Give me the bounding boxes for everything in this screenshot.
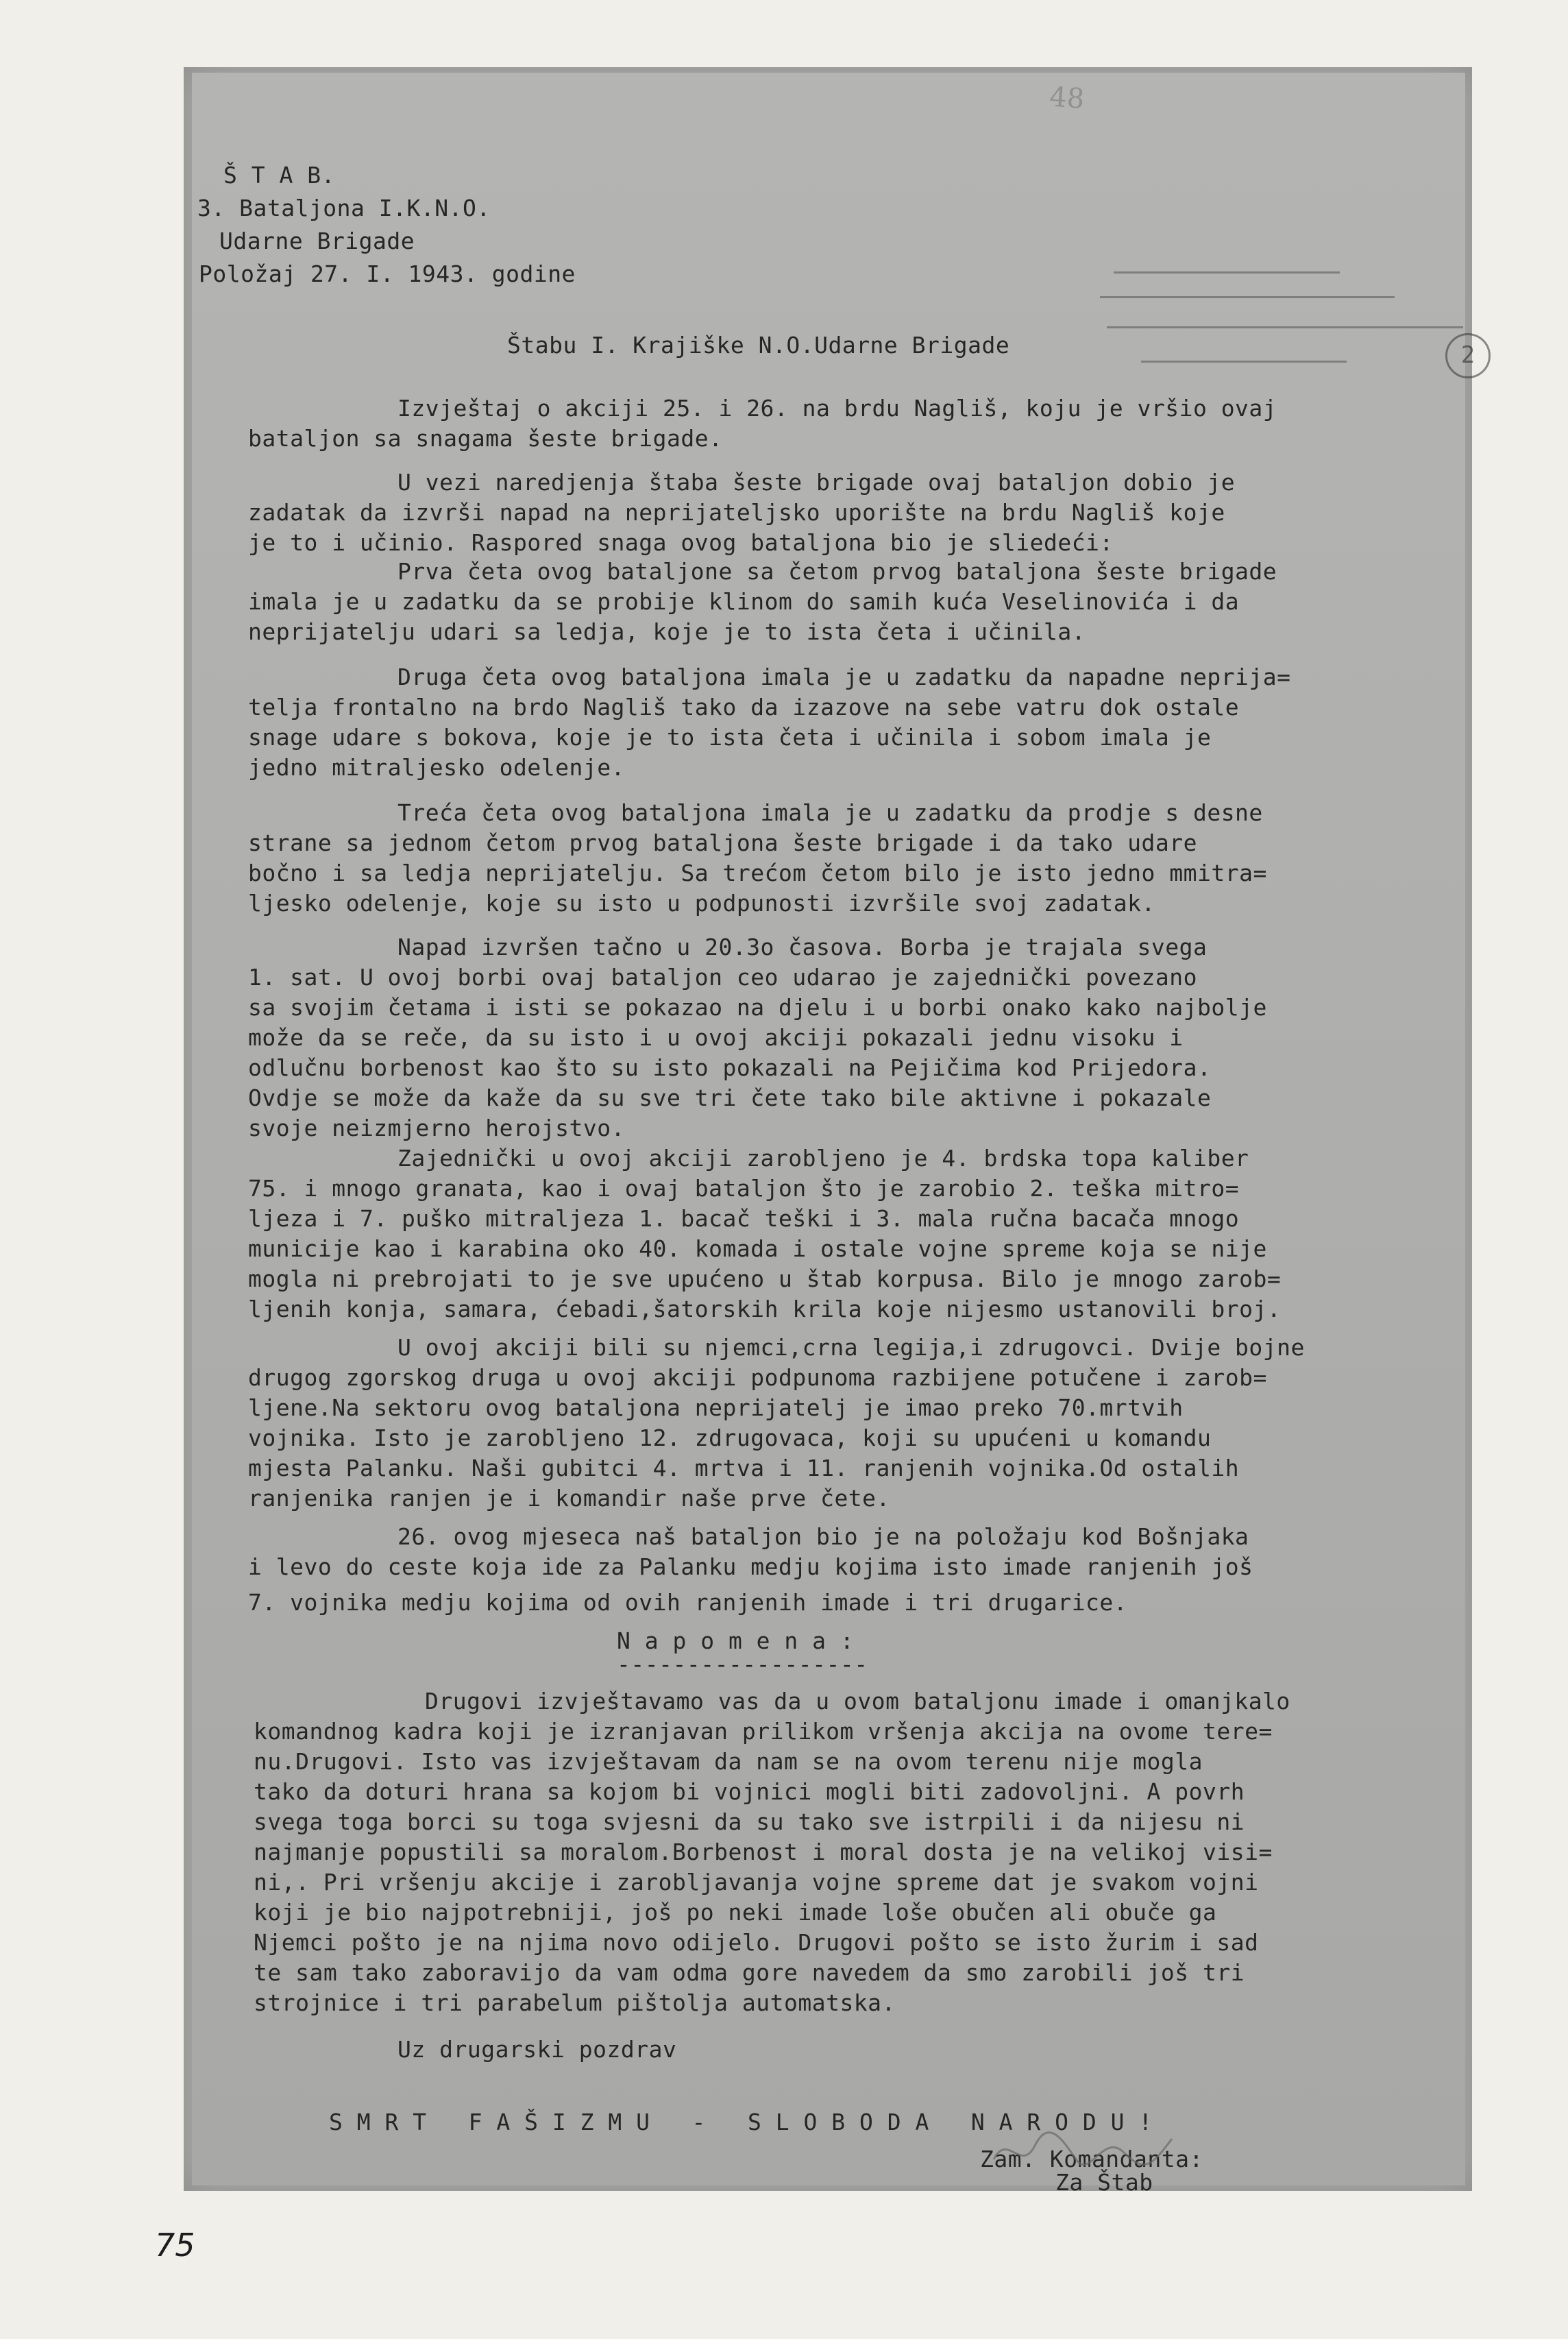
body-line: bataljon sa snagama šeste brigade.	[248, 425, 723, 452]
stamp-number: 2	[1445, 333, 1491, 378]
pencil-annotation: 48	[1048, 81, 1086, 115]
body-line: telja frontalno na brdo Nagliš tako da izazove na sebe vatru dok ostale	[248, 694, 1240, 720]
body-line: ljenih konja, samara, ćebadi,šatorskih krila koje nijesmo ustanovili broj.	[248, 1296, 1282, 1322]
note-line: svega toga borci su toga svjesni da su tako sve istrpili i da nijesu ni	[254, 1808, 1245, 1835]
body-line: neprijatelju udari sa ledja, koje je to ista četa i učinila.	[248, 618, 1086, 645]
greeting: Uz drugarski pozdrav	[397, 2036, 677, 2063]
body-line: 26. ovog mjeseca naš bataljon bio je na položaju kod Bošnjaka	[397, 1523, 1249, 1550]
body-line: svoje neizmjerno herojstvo.	[248, 1115, 625, 1141]
body-line: Izvještaj o akciji 25. i 26. na brdu Nagliš, koju je vršio ovaj	[397, 395, 1277, 422]
body-line: Ovdje se može da kaže da su sve tri čete tako bile aktivne i pokazale	[248, 1084, 1212, 1111]
body-line: mjesta Palanku. Naši gubitci 4. mrtva i 11. ranjenih vojnika.Od ostalih	[248, 1455, 1240, 1481]
slogan: S M R T F A Š I Z M U - S L O B O D A N A R O D U !	[329, 2109, 1153, 2135]
note-line: strojnice i tri parabelum pištolja automatska.	[254, 1989, 896, 2016]
body-line: ljeza i 7. puško mitraljeza 1. bacač teški i 3. mala ručna bacača mnogo	[248, 1205, 1240, 1232]
note-underline: ------------------	[617, 1651, 868, 1677]
body-line: 75. i mnogo granata, kao i ovaj bataljon što je zarobio 2. teška mitro=	[248, 1175, 1240, 1202]
body-line: Zajednički u ovoj akciji zarobljeno je 4. brdska topa kaliber	[397, 1145, 1249, 1172]
note-line: koji je bio najpotrebniji, još po neki imade loše obučen ali obuče ga	[254, 1899, 1217, 1926]
header-line: Š T A B.	[223, 162, 335, 189]
body-line: Napad izvršen tačno u 20.3o časova. Borba je trajala svega	[397, 934, 1208, 960]
body-line: Prva četa ovog bataljone sa četom prvog bataljona šeste brigade	[397, 558, 1277, 585]
body-line: može da se reče, da su isto i u ovoj akciji pokazali jednu visoku i	[248, 1024, 1184, 1051]
body-line: sa svojim četama i isti se pokazao na djelu i u borbi onako kako najbolje	[248, 994, 1267, 1021]
signature	[987, 2118, 1179, 2180]
note-line: Drugovi izvještavamo vas da u ovom bataljonu imade i omanjkalo	[425, 1688, 1290, 1714]
body-line: drugog zgorskog druga u ovoj akciji podpunoma razbijene potučene i zarob=	[248, 1364, 1267, 1391]
body-line: odlučnu borbenost kao što su isto pokazali na Pejičima kod Prijedora.	[248, 1054, 1212, 1081]
typed-letter	[192, 73, 1475, 2196]
body-line: snage udare s bokova, koje je to ista četa i učinila i sobom imala je	[248, 724, 1212, 751]
note-line: ni,. Pri vršenju akcije i zarobljavanja vojne spreme dat je svakom vojni	[254, 1869, 1259, 1895]
body-line: Druga četa ovog bataljona imala je u zadatku da napadne neprija=	[397, 664, 1291, 690]
body-line: je to i učinio. Raspored snaga ovog bataljona bio je sliedeći:	[248, 529, 1114, 556]
note-line: najmanje popustili sa moralom.Borbenost i moral dosta je na velikoj visi=	[254, 1839, 1273, 1865]
body-line: vojnika. Isto je zarobljeno 12. zdrugovaca, koji su upućeni u komandu	[248, 1425, 1212, 1451]
body-line: i levo do ceste koja ide za Palanku medju kojima isto imade ranjenih još	[248, 1553, 1253, 1580]
archive-stamp	[1100, 258, 1491, 381]
body-line: imala je u zadatku da se probije klinom do samih kuća Veselinovića i da	[248, 588, 1240, 615]
addressee: Štabu I. Krajiške N.O.Udarne Brigade	[507, 332, 1010, 359]
body-line: ranjenika ranjen je i komandir naše prve čete.	[248, 1485, 890, 1512]
closing-deputy-commander: Zam. Komandanta:	[980, 2146, 1203, 2172]
body-line: jedno mitraljesko odelenje.	[248, 754, 625, 781]
header-line: Položaj 27. I. 1943. godine	[199, 260, 576, 287]
body-line: mogla ni prebrojati to je sve upućeno u štab korpusa. Bilo je mnogo zarob=	[248, 1265, 1282, 1292]
note-line: te sam tako zaboravijo da vam odma gore navedem da smo zarobili još tri	[254, 1959, 1245, 1986]
body-line: strane sa jednom četom prvog bataljona šeste brigade i da tako udare	[248, 829, 1198, 856]
body-line: 7. vojnika medju kojima od ovih ranjenih imade i tri drugarice.	[248, 1589, 1128, 1616]
header-line: Udarne Brigade	[219, 228, 415, 254]
note-line: nu.Drugovi. Isto vas izvještavam da nam se na ovom terenu nije mogla	[254, 1748, 1203, 1775]
closing-for-staff: Za Štab	[1055, 2169, 1153, 2196]
header-line: 3. Bataljona I.K.N.O.	[197, 195, 491, 221]
body-line: zadatak da izvrši napad na neprijateljsko uporište na brdu Nagliš koje	[248, 499, 1225, 526]
body-line: municije kao i karabina oko 40. komada i ostale vojne spreme koja se nije	[248, 1235, 1267, 1262]
page-number: 75	[155, 2227, 195, 2264]
note-line: komandnog kadra koji je izranjavan prilikom vršenja akcija na ovome tere=	[254, 1718, 1273, 1745]
note-heading: N a p o m e n a :	[617, 1627, 855, 1654]
note-line: tako da doturi hrana sa kojom bi vojnici mogli biti zadovoljni. A povrh	[254, 1778, 1245, 1805]
body-line: ljesko odelenje, koje su isto u podpunosti izvršile svoj zadatak.	[248, 890, 1155, 917]
body-line: bočno i sa ledja neprijatelju. Sa trećom četom bilo je isto jedno mmitra=	[248, 860, 1267, 886]
body-line: 1. sat. U ovoj borbi ovaj bataljon ceo udarao je zajednički povezano	[248, 964, 1198, 991]
note-line: Njemci pošto je na njima novo odijelo. Drugovi pošto se isto žurim i sad	[254, 1929, 1259, 1956]
document-photo	[184, 67, 1475, 2196]
body-line: U ovoj akciji bili su njemci,crna legija,i zdrugovci. Dvije bojne	[397, 1334, 1305, 1361]
body-line: ljene.Na sektoru ovog bataljona neprijatelj je imao preko 70.mrtvih	[248, 1394, 1184, 1421]
body-line: U vezi naredjenja štaba šeste brigade ovaj bataljon dobio je	[397, 469, 1236, 496]
body-line: Treća četa ovog bataljona imala je u zadatku da prodje s desne	[397, 799, 1263, 826]
